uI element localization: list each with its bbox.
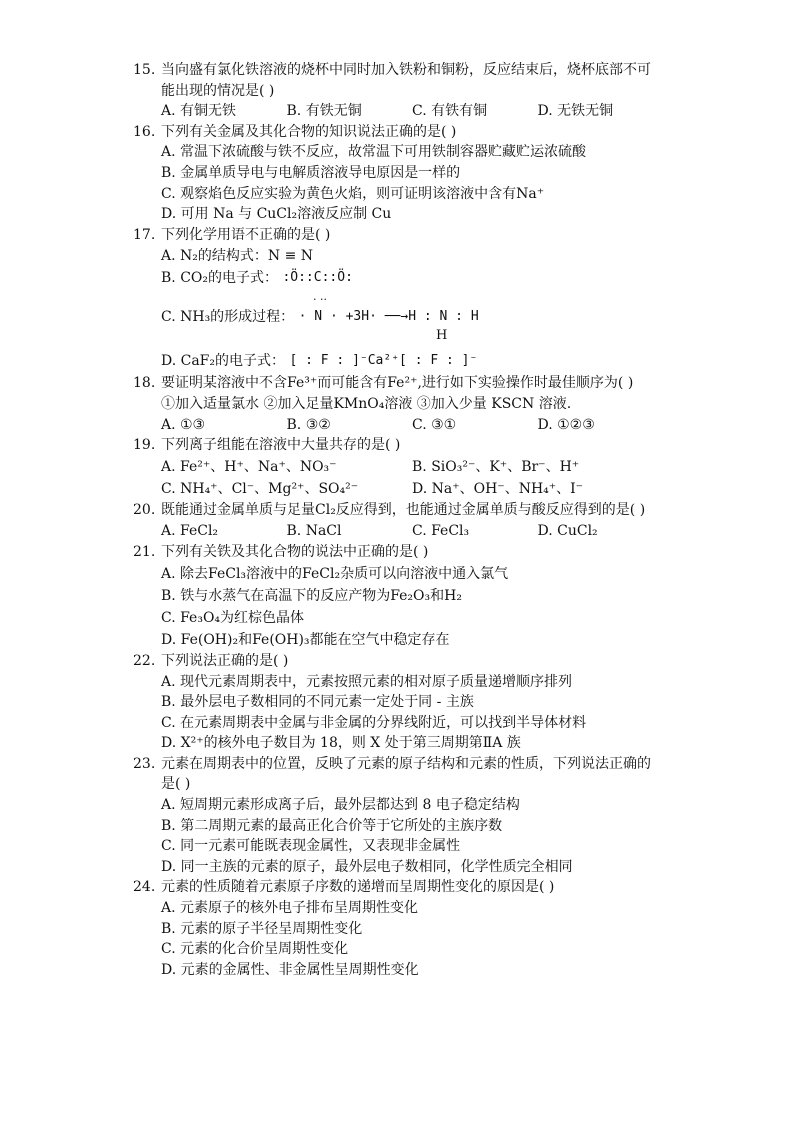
option-c-label: C. NH₃的形成过程：: [161, 309, 295, 326]
options-row-1: [161, 456, 663, 478]
question-number: 22.: [133, 652, 156, 669]
option-c: C. Fe₃O₄为红棕色晶体: [161, 609, 305, 626]
question-list: [133, 60, 663, 980]
option-d: [161, 345, 663, 373]
option-b: B. 金属单质导电与电解质溶液导电原因是一样的: [161, 164, 461, 181]
option-d: D. X²⁺的核外电子数目为 18，则 X 处于第三周期第ⅡA 族: [161, 735, 521, 752]
question-15: [133, 60, 663, 122]
option-c: C. NH₄⁺、Cl⁻、Mg²⁺、SO₄²⁻: [161, 480, 359, 497]
option-d: D. 元素的金属性、非金属性呈周期性变化: [161, 961, 419, 978]
question-17: [133, 225, 663, 374]
option-d-label: D. CaF₂的电子式：: [161, 353, 286, 370]
option-c: C. 同一元素可能既表现金属性，又表现非金属性: [161, 838, 461, 855]
question-23: [133, 754, 663, 878]
option-c: C. 在元素周期表中金属与非金属的分界线附近，可以找到半导体材料: [161, 714, 587, 731]
option-c: [161, 289, 663, 345]
option-b: B. 铁与水蒸气在高温下的反应产物为Fe₂O₃和H₂: [161, 587, 462, 604]
question-number: 20.: [133, 501, 156, 518]
nh3-bottom-h: H: [436, 328, 448, 344]
question-22: [133, 651, 663, 754]
question-number: 24.: [133, 879, 156, 896]
options-row: [161, 415, 663, 436]
question-number: 17.: [133, 226, 156, 243]
option-b: [161, 267, 663, 289]
question-stem: 要证明某溶液中不含Fe³⁺而可能含有Fe²⁺,进行如下实验操作时最佳顺序为( ): [161, 375, 634, 392]
option-d: D. CuCl₂: [537, 523, 598, 540]
question-stem: 下列化学用语不正确的是( ): [161, 226, 331, 243]
option-a: A. Fe²⁺、H⁺、Na⁺、NO₃⁻: [161, 458, 337, 475]
option-b: B. ③②: [286, 416, 331, 433]
option-a: A. 有铜无铁: [161, 103, 237, 120]
question-number: 19.: [133, 437, 156, 454]
option-c: C. 有铁有铜: [412, 103, 488, 120]
question-number: 23.: [133, 755, 156, 772]
option-b: B. NaCl: [286, 523, 342, 540]
option-d: D. ①②③: [537, 416, 595, 433]
option-d: D. 同一主族的元素的原子，最外层电子数相同，化学性质完全相同: [161, 858, 573, 875]
option-a: A. N₂的结构式：N ≡ N: [161, 248, 314, 265]
question-18: [133, 373, 663, 435]
option-a: A. 短周期元素形成离子后，最外层都达到 8 电子稳定结构: [161, 797, 520, 814]
question-number: 21.: [133, 544, 156, 561]
question-number: 15.: [133, 62, 156, 78]
option-a: A. 现代元素周期表中，元素按照元素的相对原子质量递增顺序排列: [161, 673, 573, 690]
option-b: B. 第二周期元素的最高正化合价等于它所处的主族序数: [161, 817, 503, 834]
question-stem: 下列有关金属及其化合物的知识说法正确的是( ): [161, 123, 457, 140]
option-a: A. 元素原子的核外电子排布呈周期性变化: [161, 900, 419, 917]
option-d: D. Na⁺、OH⁻、NH₄⁺、I⁻: [412, 480, 584, 497]
options-row-2: [161, 478, 663, 500]
co2-electron-formula: :Ö::C::Ö:: [282, 270, 353, 286]
nh3-dots-top: · ··: [313, 293, 327, 307]
nh3-formation: · N · +3H· ──→H : N : H: [298, 309, 479, 325]
question-stem: 既能通过金属单质与足量Cl₂反应得到，也能通过金属单质与酸反应得到的是( ): [161, 501, 646, 518]
option-a: A. FeCl₂: [161, 523, 219, 540]
option-a: A. 除去FeCl₃溶液中的FeCl₂杂质可以向溶液中通入氯气: [161, 565, 509, 582]
question-20: [133, 500, 663, 543]
question-19: [133, 435, 663, 500]
question-24: [133, 877, 663, 980]
question-stem: 元素在周期表中的位置，反映了元素的原子结构和元素的性质，下列说法正确的是( ): [161, 755, 651, 793]
options-row: [161, 520, 663, 542]
option-b: B. 元素的原子半径呈周期性变化: [161, 920, 363, 937]
question-stem: 下列离子组能在溶液中大量共存的是( ): [161, 437, 401, 454]
question-16: [133, 122, 663, 225]
option-b: B. SiO₃²⁻、K⁺、Br⁻、H⁺: [412, 458, 580, 475]
option-d: D. 无铁无铜: [537, 103, 614, 120]
question-number: 16.: [133, 123, 156, 140]
question-stem: 当向盛有氯化铁溶液的烧杯中同时加入铁粉和铜粉，反应结束后，烧杯底部不可能出现的情况是( ): [161, 62, 651, 99]
option-c: C. ③①: [412, 416, 457, 433]
caf2-electron-formula: [ : F : ]⁻Ca²⁺[ : F : ]⁻: [289, 353, 478, 369]
option-c: C. 元素的化合价呈周期性变化: [161, 941, 349, 958]
option-d: D. 可用 Na 与 CuCl₂溶液反应制 Cu: [161, 206, 392, 223]
question-stem: 下列说法正确的是( ): [161, 652, 289, 669]
options-row: [161, 101, 663, 122]
option-a: A. ①③: [161, 416, 206, 433]
option-c: C. FeCl₃: [412, 523, 470, 540]
option-b-label: B. CO₂的电子式：: [161, 270, 278, 287]
option-b: B. 有铁无铜: [286, 103, 362, 120]
question-18-steps: ①加入适量氯水 ②加入足量KMnO₄溶液 ③加入少量 KSCN 溶液.: [161, 395, 572, 412]
option-d: D. Fe(OH)₂和Fe(OH)₃都能在空气中稳定存在: [161, 631, 450, 648]
question-21: [133, 542, 663, 651]
question-stem: 元素的性质随着元素原子序数的递增而呈周期性变化的原因是( ): [161, 879, 555, 896]
option-a: A. 常温下浓硫酸与铁不反应，故常温下可用铁制容器贮藏贮运浓硫酸: [161, 144, 587, 161]
option-b: B. 最外层电子数相同的不同元素一定处于同 - 主族: [161, 694, 474, 711]
option-c: C. 观察焰色反应实验为黄色火焰，则可证明该溶液中含有Na⁺: [161, 185, 545, 202]
question-number: 18.: [133, 375, 156, 392]
question-stem: 下列有关铁及其化合物的说法中正确的是( ): [161, 544, 429, 561]
